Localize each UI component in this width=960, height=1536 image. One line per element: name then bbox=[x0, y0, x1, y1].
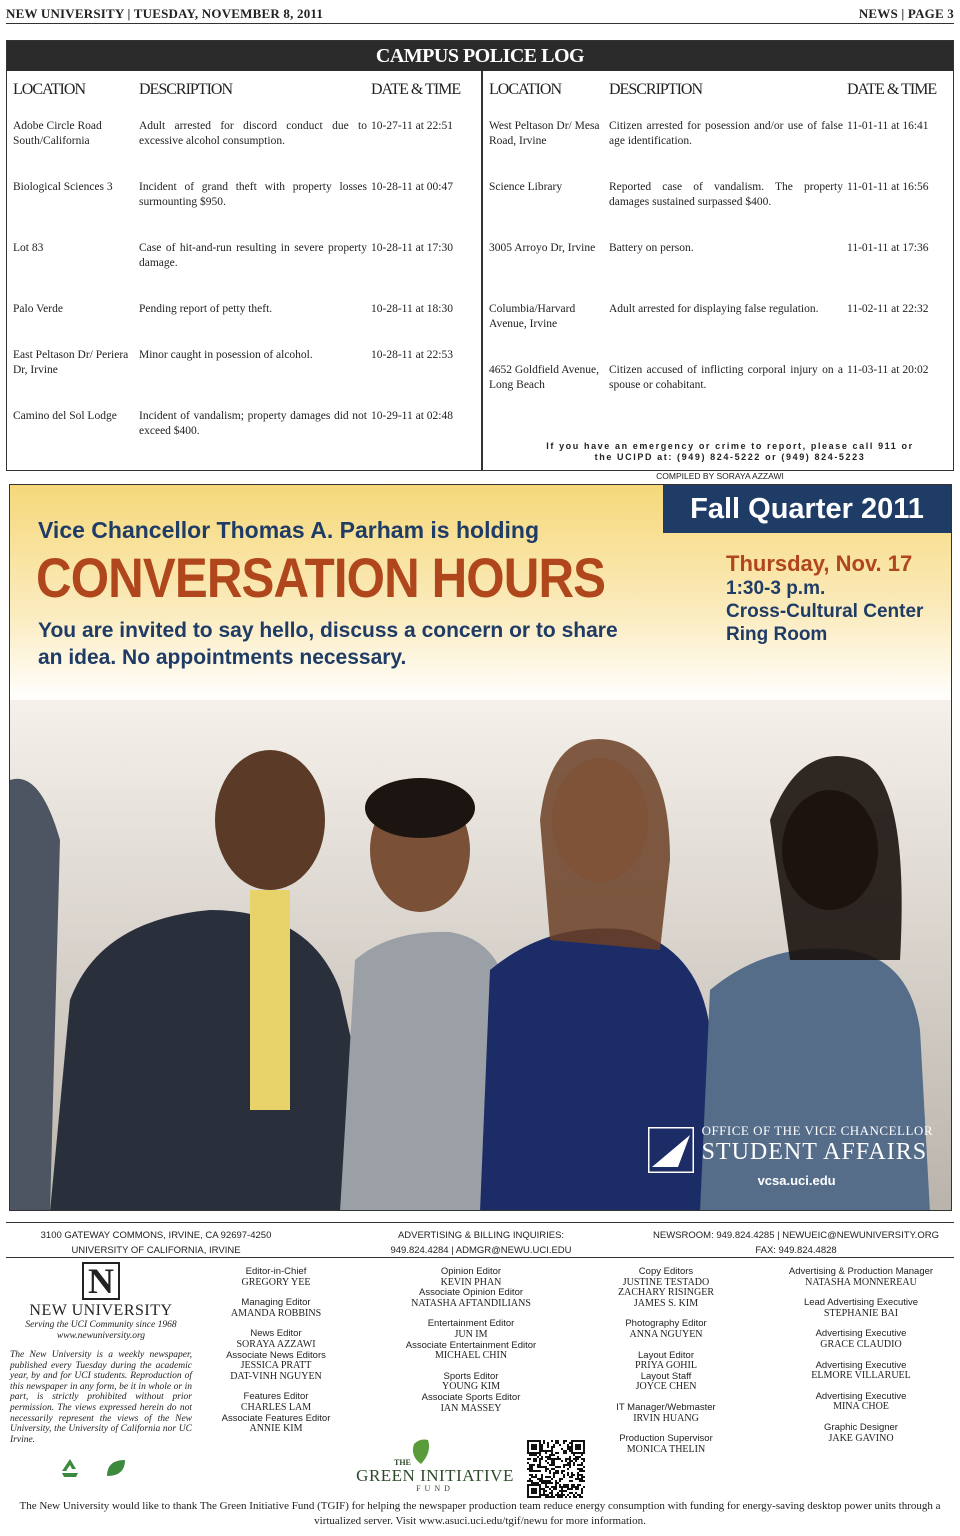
staff-role: Editor-in-Chief bbox=[245, 1266, 307, 1277]
staff-column bbox=[766, 1267, 956, 1454]
entry-description: Reported case of vandalism. The property damages sustained surpassed $400. bbox=[609, 181, 843, 208]
police-log-entry bbox=[13, 302, 475, 317]
staff-role: Entertainment Editor bbox=[427, 1318, 515, 1330]
staff-name: JAMES S. KIM bbox=[633, 1297, 699, 1309]
student-affairs-logo-icon bbox=[648, 1127, 694, 1173]
staff-name: MICHAEL CHIN bbox=[434, 1350, 508, 1362]
police-log-entry bbox=[13, 180, 475, 210]
recycle-icon bbox=[58, 1457, 82, 1479]
address-line-1: 3100 GATEWAY COMMONS, IRVINE, CA 92697-4250 bbox=[40, 1230, 272, 1241]
staff-role: Associate Features Editor bbox=[221, 1412, 331, 1424]
staff-column bbox=[571, 1267, 761, 1465]
staff-role: Advertising Executive bbox=[815, 1390, 907, 1402]
police-log-right-column bbox=[483, 71, 957, 481]
staff-name: AMANDA ROBBINS bbox=[230, 1307, 322, 1319]
staff-group bbox=[571, 1403, 761, 1424]
staff-role: Associate Sports Editor bbox=[421, 1391, 521, 1403]
student-affairs-logo bbox=[701, 1123, 933, 1188]
staff-role: Layout Staff bbox=[640, 1370, 692, 1382]
entry-datetime: 11-01-11 at 16:41 bbox=[847, 120, 929, 132]
entry-description: Citizen arrested for posession and/or use of false age identification. bbox=[609, 120, 843, 147]
staff-role: Opinion Editor bbox=[440, 1266, 502, 1277]
contact-strip bbox=[6, 1222, 954, 1258]
col-head-description: DESCRIPTION bbox=[609, 81, 703, 98]
page-header bbox=[6, 4, 954, 24]
staff-group bbox=[571, 1434, 761, 1455]
staff-role: News Editor bbox=[250, 1328, 302, 1340]
header-left: NEW UNIVERSITY | TUESDAY, NOVEMBER 8, 2011 bbox=[6, 5, 324, 21]
masthead-url[interactable]: www.newuniversity.org bbox=[56, 1331, 146, 1341]
staff-name: DAT-VINH NGUYEN bbox=[230, 1370, 322, 1382]
contact-newsroom bbox=[646, 1228, 946, 1258]
staff-group bbox=[181, 1298, 371, 1319]
staff-group bbox=[571, 1319, 761, 1340]
contact-advertising bbox=[366, 1228, 596, 1258]
office-line-2: STUDENT AFFAIRS bbox=[701, 1139, 928, 1165]
police-log-entry bbox=[489, 119, 951, 149]
staff-role: Graphic Designer bbox=[824, 1421, 898, 1433]
staff-name: NATASHA MONNEREAU bbox=[805, 1276, 917, 1288]
green-fund-title: GREEN INITIATIVE bbox=[356, 1466, 514, 1485]
staff-role: Associate Opinion Editor bbox=[418, 1287, 524, 1299]
police-log-header bbox=[489, 81, 951, 109]
emergency-line-2: the UCIPD at: (949) 824-5222 or (949) 824-5223 bbox=[594, 452, 866, 462]
police-log-header bbox=[13, 81, 475, 109]
staff-group bbox=[766, 1329, 956, 1350]
police-log-entry bbox=[489, 241, 951, 256]
ad-intro: Vice Chancellor Thomas A. Parham is holding bbox=[38, 517, 540, 543]
staff-role: Features Editor bbox=[243, 1391, 309, 1403]
ad-badge: Fall Quarter 2011 bbox=[663, 485, 951, 533]
entry-location: 3005 Arroyo Dr, Irvine bbox=[489, 242, 596, 254]
entry-datetime: 11-01-11 at 17:36 bbox=[847, 242, 929, 254]
entry-description: Adult arrested for displaying false regulation. bbox=[609, 303, 819, 315]
staff-group bbox=[571, 1267, 761, 1309]
police-log-entry bbox=[13, 119, 475, 149]
entry-description: Citizen accused of inflicting corporal injury on a spouse or cohabitant. bbox=[609, 364, 843, 391]
address-line-2: UNIVERSITY OF CALIFORNIA, IRVINE bbox=[71, 1245, 241, 1256]
entry-description: Pending report of petty theft. bbox=[139, 303, 273, 315]
entry-datetime: 11-03-11 at 20:02 bbox=[847, 364, 929, 376]
staff-role: Advertising Executive bbox=[815, 1359, 907, 1371]
col-head-location: LOCATION bbox=[13, 81, 85, 98]
staff-role: Advertising Executive bbox=[815, 1328, 907, 1340]
staff-name: JUN IM bbox=[454, 1328, 488, 1340]
conversation-hours-ad bbox=[9, 484, 952, 1211]
staff-name: JUSTINE TESTADO bbox=[622, 1276, 710, 1288]
staff-name: MONICA THELIN bbox=[626, 1443, 706, 1455]
police-log-entry bbox=[489, 363, 951, 393]
staff-name: JAKE GAVINO bbox=[828, 1432, 894, 1444]
entry-location: 4652 Goldfield Avenue, Long Beach bbox=[489, 364, 599, 391]
entry-datetime: 10-27-11 at 22:51 bbox=[371, 120, 453, 132]
staff-group bbox=[376, 1267, 566, 1309]
col-head-datetime: DATE & TIME bbox=[371, 81, 461, 98]
police-log-entry bbox=[489, 180, 951, 210]
ad-place-2: Ring Room bbox=[726, 624, 828, 645]
entry-datetime: 10-28-11 at 00:47 bbox=[371, 181, 453, 193]
staff-group bbox=[181, 1329, 371, 1382]
staff-name: ZACHARY RISINGER bbox=[617, 1287, 715, 1299]
entry-description: Incident of grand theft with property losses surmounting $950. bbox=[139, 181, 367, 208]
ad-time: 1:30-3 p.m. bbox=[726, 578, 826, 599]
police-log-left-column bbox=[7, 71, 483, 470]
police-log-entry bbox=[13, 241, 475, 271]
staff-name: ELMORE VILLARUEL bbox=[811, 1370, 911, 1382]
staff-name: JOYCE CHEN bbox=[635, 1381, 697, 1393]
campus-police-log bbox=[6, 40, 954, 481]
entry-location: Columbia/Harvard Avenue, Irvine bbox=[489, 303, 576, 330]
police-log-entry bbox=[13, 348, 475, 378]
green-initiative-fund-logo bbox=[350, 1436, 520, 1496]
police-log-entry bbox=[489, 302, 951, 332]
staff-name: NATASHA AFTANDILIANS bbox=[411, 1297, 531, 1309]
entry-datetime: 10-28-11 at 22:53 bbox=[371, 349, 453, 361]
staff-role: Advertising & Production Manager bbox=[788, 1266, 934, 1277]
staff-column bbox=[181, 1267, 371, 1445]
entry-datetime: 11-01-11 at 16:56 bbox=[847, 181, 929, 193]
newsroom-line-1: NEWSROOM: 949.824.4285 | NEWUEIC@NEWUNIVERSITY.ORG bbox=[653, 1230, 939, 1241]
entry-description: Battery on person. bbox=[609, 242, 694, 254]
entry-location: Palo Verde bbox=[13, 303, 63, 315]
staff-name: ANNA NGUYEN bbox=[629, 1328, 703, 1340]
entry-location: West Peltason Dr/ Mesa Road, Irvine bbox=[489, 120, 600, 147]
entry-location: East Peltason Dr/ Periera Dr, Irvine bbox=[13, 349, 129, 376]
entry-datetime: 10-28-11 at 18:30 bbox=[371, 303, 453, 315]
staff-name: PRIYA GOHIL bbox=[635, 1360, 697, 1372]
ad-event-details bbox=[726, 551, 923, 646]
staff-group bbox=[766, 1298, 956, 1319]
staff-role: Managing Editor bbox=[241, 1297, 311, 1309]
ad-invite-text: You are invited to say hello, discuss a concern or to share an idea. No appointments necessary. bbox=[38, 619, 618, 669]
staff-group bbox=[376, 1319, 566, 1361]
entry-location: Camino del Sol Lodge bbox=[13, 410, 117, 422]
emergency-line-1: If you have an emergency or crime to report, please call 911 or bbox=[546, 441, 914, 451]
advertising-line-2: 949.824.4284 | ADMGR@NEWU.UCI.EDU bbox=[390, 1245, 572, 1256]
staff-role: Associate News Editors bbox=[226, 1349, 326, 1361]
office-url[interactable]: vcsa.uci.edu bbox=[757, 1173, 836, 1188]
staff-group bbox=[766, 1392, 956, 1413]
masthead-logo: N bbox=[82, 1262, 120, 1300]
masthead-name: NEW UNIVERSITY bbox=[29, 1302, 173, 1319]
ad-place-1: Cross-Cultural Center bbox=[726, 601, 924, 622]
masthead bbox=[6, 1262, 196, 1479]
col-head-location: LOCATION bbox=[489, 81, 561, 98]
col-head-description: DESCRIPTION bbox=[139, 81, 233, 98]
newsroom-line-2: FAX: 949.824.4828 bbox=[755, 1245, 837, 1256]
staff-group bbox=[571, 1351, 761, 1393]
staff-name: MINA CHOE bbox=[833, 1401, 889, 1413]
staff-role: Copy Editors bbox=[638, 1266, 694, 1277]
green-fund-sub: FUND bbox=[416, 1484, 454, 1493]
header-right: NEWS | PAGE 3 bbox=[858, 5, 954, 21]
staff-role: Photography Editor bbox=[625, 1318, 707, 1330]
staff-name: SORAYA AZZAWI bbox=[236, 1338, 316, 1350]
staff-group bbox=[766, 1267, 956, 1288]
masthead-description: The New University is a weekly newspaper, published every Tuesday during the academic year, by and for UCI students. Reproduction of this newspaper in any form, be it in whole or in part, is strictly prohibited without prior permission. The views expressed herein do not necessarily represent the views of the New University, the University of California nor UC Irvine. bbox=[10, 1350, 192, 1445]
police-log-entry bbox=[13, 409, 475, 439]
staff-name: KEVIN PHAN bbox=[440, 1276, 502, 1288]
advertising-line-1: ADVERTISING & BILLING INQUIRIES: bbox=[397, 1230, 565, 1241]
thanks-note: The New University would like to thank The Green Initiative Fund (TGIF) for helping the newspaper production team reduce energy consumption with funding for energy-saving desktop power units through a virtualized server. Visit www.asuci.uci.edu/tgif/newu for more information. bbox=[19, 1500, 941, 1527]
staff-group bbox=[766, 1361, 956, 1382]
staff-role: Production Supervisor bbox=[619, 1433, 713, 1445]
staff-name: GRACE CLAUDIO bbox=[820, 1338, 902, 1350]
staff-group bbox=[181, 1267, 371, 1288]
qr-code-icon[interactable] bbox=[527, 1440, 585, 1498]
masthead-tagline: Serving the UCI Community since 1968 bbox=[25, 1320, 177, 1330]
entry-description: Incident of vandalism; property damages did not exceed $400. bbox=[139, 410, 367, 437]
compiled-by: COMPILED BY SORAYA AZZAWI bbox=[656, 471, 784, 481]
staff-role: IT Manager/Webmaster bbox=[616, 1401, 716, 1413]
entry-location: Adobe Circle Road South/California bbox=[13, 120, 102, 147]
entry-location: Biological Sciences 3 bbox=[13, 181, 113, 193]
staff-role: Layout Editor bbox=[638, 1349, 694, 1361]
entry-location: Science Library bbox=[489, 181, 563, 193]
leaf-icon bbox=[104, 1457, 128, 1479]
entry-datetime: 10-28-11 at 17:30 bbox=[371, 242, 453, 254]
office-line-1: OFFICE OF THE VICE CHANCELLOR bbox=[701, 1123, 933, 1138]
entry-datetime: 10-29-11 at 02:48 bbox=[371, 410, 453, 422]
staff-group bbox=[766, 1423, 956, 1444]
staff-name: CHARLES LAM bbox=[240, 1401, 312, 1413]
staff-column bbox=[376, 1267, 566, 1424]
staff-role: Associate Entertainment Editor bbox=[405, 1339, 537, 1351]
green-fund-the: THE bbox=[394, 1458, 411, 1467]
col-head-datetime: DATE & TIME bbox=[847, 81, 937, 98]
staff-name: STEPHANIE BAI bbox=[823, 1307, 899, 1319]
staff-group bbox=[376, 1372, 566, 1414]
entry-description: Minor caught in posession of alcohol. bbox=[139, 349, 313, 361]
staff-name: ANNIE KIM bbox=[249, 1423, 303, 1435]
ad-headline: CONVERSATION HOURS bbox=[36, 546, 606, 609]
entry-datetime: 11-02-11 at 22:32 bbox=[847, 303, 929, 315]
police-log-title: CAMPUS POLICE LOG bbox=[7, 41, 953, 71]
ad-date: Thursday, Nov. 17 bbox=[726, 551, 913, 576]
contact-address bbox=[26, 1228, 286, 1258]
entry-description: Case of hit-and-run resulting in severe property damage. bbox=[139, 242, 367, 269]
staff-role: Lead Advertising Executive bbox=[803, 1297, 919, 1309]
staff-name: YOUNG KIM bbox=[441, 1381, 501, 1393]
entry-description: Adult arrested for discord conduct due to excessive alcohol consumption. bbox=[139, 120, 367, 147]
staff-role: Sports Editor bbox=[443, 1370, 499, 1382]
staff-group bbox=[181, 1392, 371, 1434]
staff-name: IAN MASSEY bbox=[440, 1402, 502, 1414]
staff-name: JESSICA PRATT bbox=[240, 1360, 312, 1372]
entry-location: Lot 83 bbox=[13, 242, 44, 254]
staff-name: IRVIN HUANG bbox=[633, 1412, 699, 1424]
emergency-notice bbox=[513, 441, 947, 463]
staff-name: GREGORY YEE bbox=[241, 1276, 311, 1288]
